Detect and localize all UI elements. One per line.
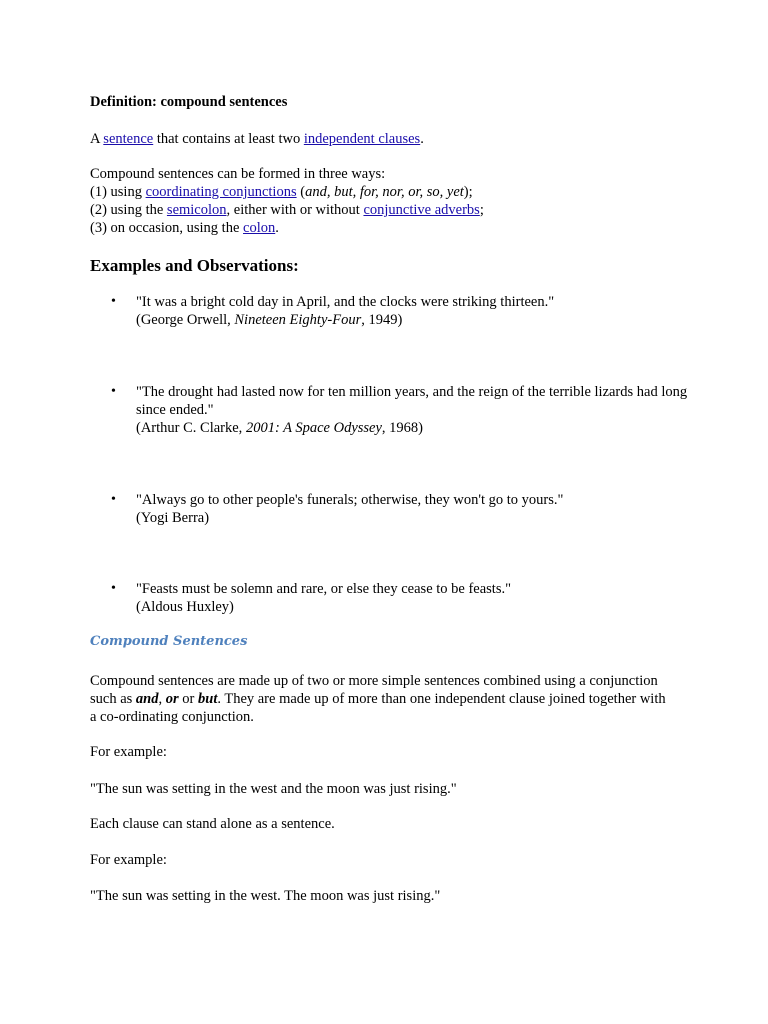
quote-source — [136, 311, 696, 329]
paragraph-comma: , — [158, 691, 166, 707]
way-two-mid: , either with or without — [226, 202, 360, 218]
conjunctive-adverbs-link[interactable]: conjunctive adverbs — [363, 202, 480, 218]
conjunction-but: but — [198, 691, 218, 707]
examples-heading: Examples and Observations: — [90, 256, 299, 275]
paragraph-text-start: Compound sentences are made up of two or more simple sentences combined using a conjunction such as — [90, 673, 658, 707]
way-three — [90, 219, 484, 237]
sentence-link[interactable]: sentence — [103, 131, 154, 147]
definition-line — [90, 130, 424, 148]
bullet-icon: • — [111, 492, 116, 507]
each-clause-text: Each clause can stand alone as a sentence. — [90, 816, 335, 832]
way-two — [90, 201, 484, 219]
quote-source-author: (George Orwell, — [136, 312, 235, 328]
independent-clauses-link[interactable]: independent clauses — [303, 131, 421, 147]
paragraph-text-end: . They are made up of more than one independent clause joined together with a co-ordinating conjunction. — [90, 691, 666, 725]
example-sentence: "The sun was setting in the west and the moon was just rising." — [90, 781, 457, 797]
paragraph-or: or — [178, 691, 198, 707]
way-one-text: (1) using — [90, 184, 142, 200]
example-sentence: "The sun was setting in the west. The moon was just rising." — [90, 888, 441, 904]
definition-title: Definition: compound sentences — [90, 94, 288, 110]
conjunction-or: or — [165, 691, 179, 707]
quote-item — [136, 491, 696, 527]
definition-text-end: . — [420, 131, 424, 147]
definition-text-middle: that contains at least two — [156, 131, 301, 147]
definition-text-a: A — [90, 131, 100, 147]
quote-source-author: (Arthur C. Clarke, — [136, 420, 246, 436]
quote-source — [136, 419, 696, 437]
bullet-icon: • — [111, 384, 116, 399]
coordinating-conjunctions-link[interactable]: coordinating conjunctions — [145, 184, 297, 200]
quote-source: (Aldous Huxley) — [136, 599, 234, 615]
formation-ways — [90, 165, 484, 237]
for-example-label: For example: — [90, 852, 167, 868]
quote-item — [136, 293, 696, 329]
way-three-end: . — [275, 220, 279, 236]
bullet-icon: • — [111, 581, 116, 596]
way-three-text: (3) on occasion, using the — [90, 220, 240, 236]
semicolon-link[interactable]: semicolon — [166, 202, 227, 218]
quote-item — [136, 580, 696, 616]
way-two-end: ; — [479, 202, 484, 218]
for-example-label: For example: — [90, 744, 167, 760]
quote-text: "Always go to other people's funerals; otherwise, they won't go to yours." — [136, 492, 564, 508]
way-one-paren-close: ); — [463, 184, 473, 200]
colon-link[interactable]: colon — [243, 220, 276, 236]
quote-source-work: Nineteen Eighty-Four — [234, 312, 362, 328]
way-one-paren-open: ( — [296, 184, 306, 200]
quote-text: "Feasts must be solemn and rare, or else they cease to be feasts." — [136, 581, 512, 597]
bullet-icon: • — [111, 294, 116, 309]
quote-source-year: , 1949) — [361, 312, 403, 328]
quote-source-work: 2001: A Space Odyssey — [245, 420, 382, 436]
quote-text: "It was a bright cold day in April, and the clocks were striking thirteen." — [136, 294, 555, 310]
quote-text: "The drought had lasted now for ten million years, and the reign of the terrible lizards had long since ended." — [136, 384, 688, 418]
quote-item — [136, 383, 696, 437]
conjunction-list: and, but, for, nor, or, so, yet — [305, 184, 464, 200]
way-one — [90, 183, 484, 201]
compound-sentences-heading: Compound Sentences — [90, 634, 248, 649]
ways-intro: Compound sentences can be formed in three ways: — [90, 166, 386, 182]
way-two-text: (2) using the — [90, 202, 164, 218]
quote-source-year: , 1968) — [381, 420, 424, 436]
conjunction-and: and — [135, 691, 159, 707]
compound-sentences-paragraph — [90, 672, 670, 726]
quote-source: (Yogi Berra) — [136, 510, 210, 526]
